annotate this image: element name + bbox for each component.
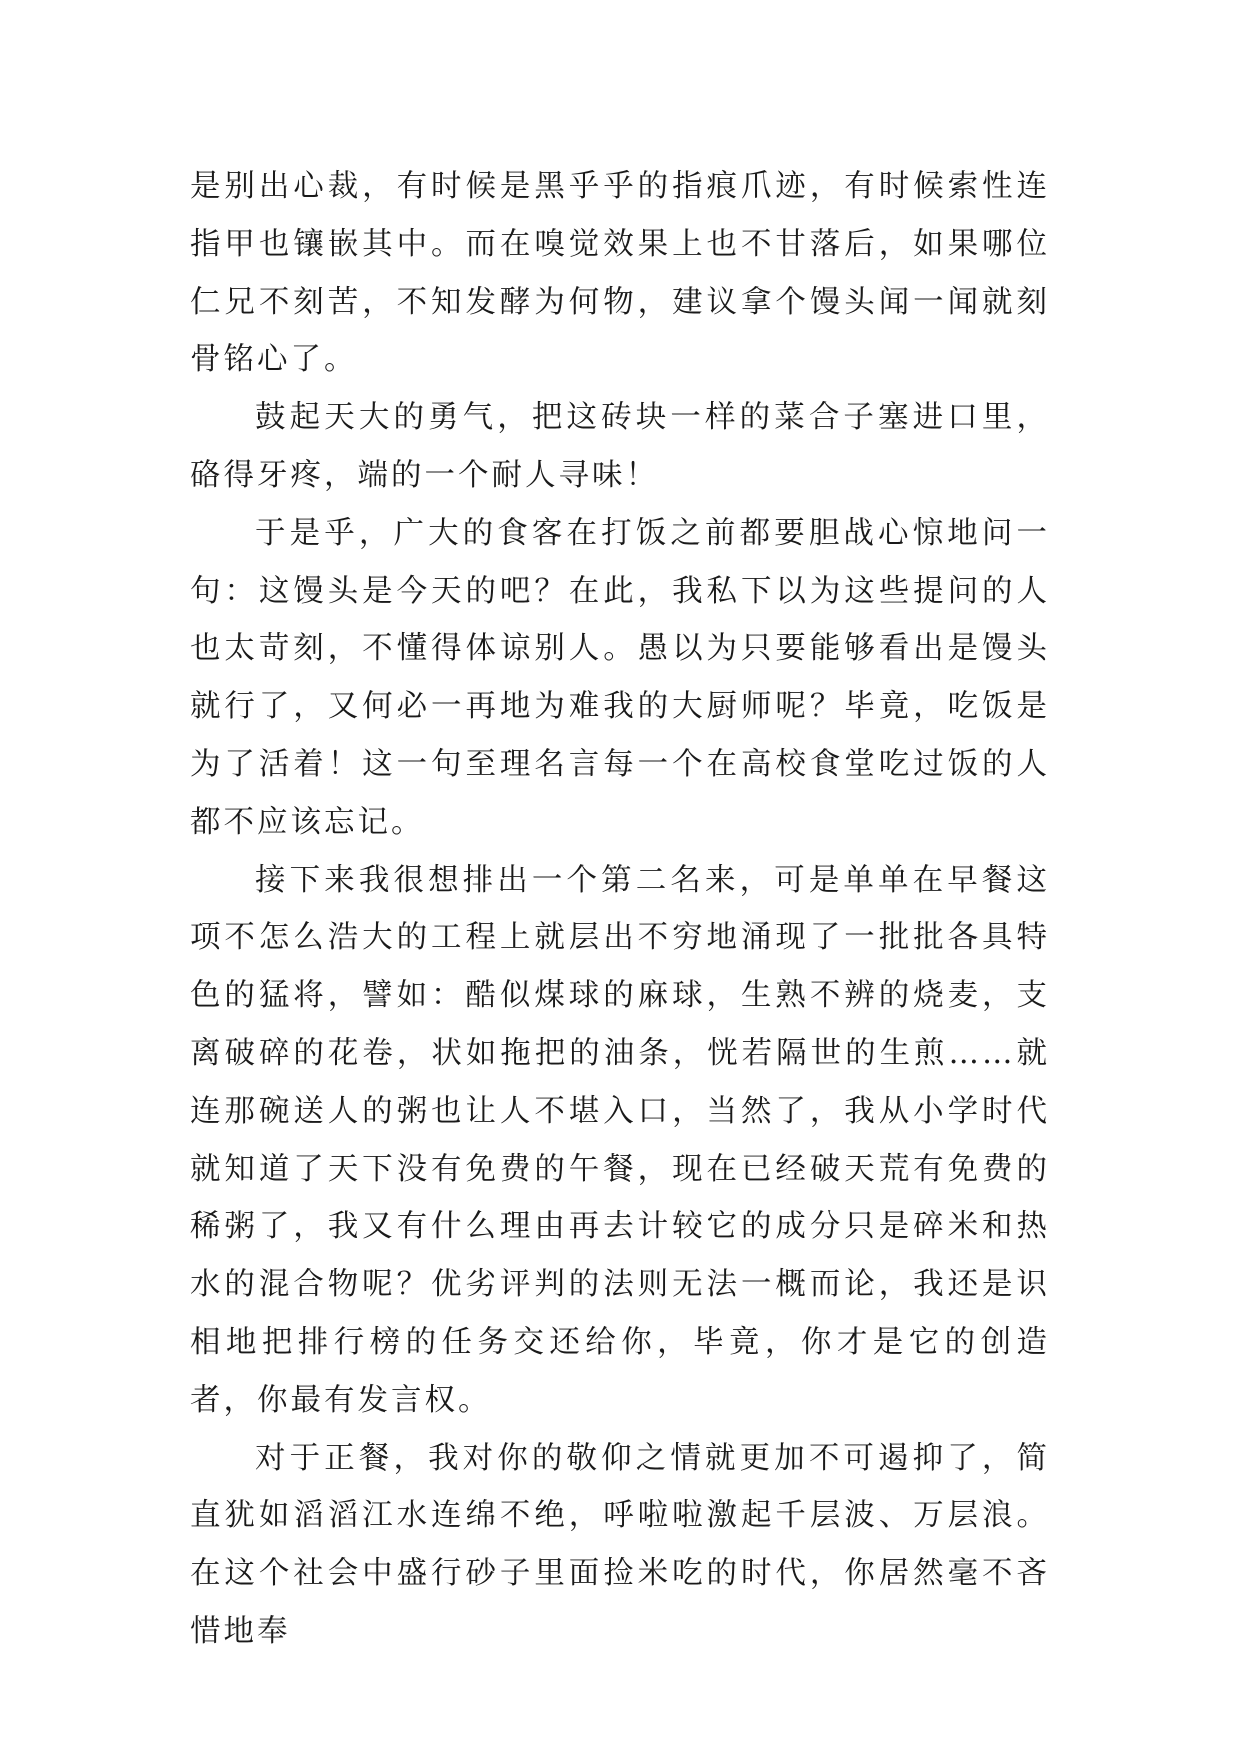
paragraph-4: 接下来我很想排出一个第二名来，可是单单在早餐这项不怎么浩大的工程上就层出不穷地涌现了一批批各具特色的猛将，譬如：酷似煤球的麻球，生熟不辨的烧麦，支离破碎的花卷，状如拖把的油条，恍若隔世的生煎……就连那碗送人的粥也让人不堪入口，当然了，我从小学时代就知道了天下没有免费的午餐，现在已经破天荒有免费的稀粥了，我又有什么理由再去计较它的成分只是碎米和热水的混合物呢？优劣评判的法则无法一概而论，我还是识相地把排行榜的任务交还给你，毕竟，你才是它的创造者，你最有发言权。 bbox=[190, 862, 1050, 1418]
paragraph-3: 于是乎，广大的食客在打饭之前都要胆战心惊地问一句：这馒头是今天的吧？在此，我私下以为这些提问的人也太苛刻，不懂得体谅别人。愚以为只要能够看出是馒头就行了，又何必一再地为难我的大厨师呢？毕竟，吃饭是为了活着！这一句至理名言每一个在高校食堂吃过饭的人都不应该忘记。 bbox=[190, 515, 1050, 840]
paragraph-5: 对于正餐，我对你的敬仰之情就更加不可遏抑了，简直犹如滔滔江水连绵不绝，呼啦啦激起千层波、万层浪。在这个社会中盛行砂子里面捡米吃的时代，你居然毫不吝惜地奉 bbox=[190, 1440, 1050, 1649]
paragraph-2: 鼓起天大的勇气，把这砖块一样的菜合子塞进口里，硌得牙疼，端的一个耐人寻味！ bbox=[190, 400, 1050, 493]
paragraph-1: 是别出心裁，有时候是黑乎乎的指痕爪迹，有时候索性连指甲也镶嵌其中。而在嗅觉效果上也不甘落后，如果哪位仁兄不刻苦，不知发酵为何物，建议拿个馒头闻一闻就刻骨铭心了。 bbox=[190, 169, 1050, 378]
body-text bbox=[190, 158, 1050, 1661]
